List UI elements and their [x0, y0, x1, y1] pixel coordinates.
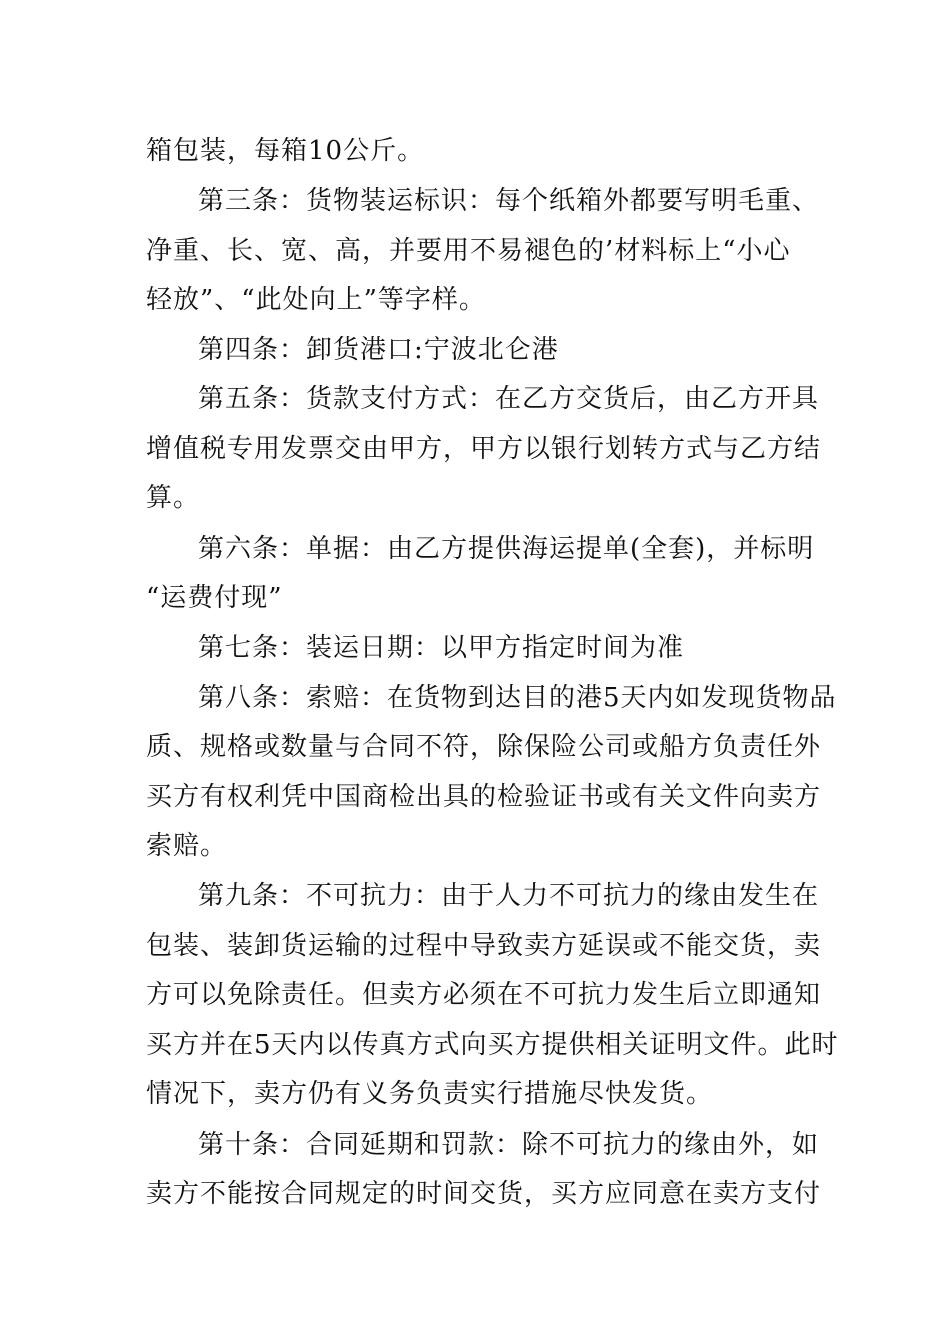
text-line: 增值税专用发票交由甲方，甲方以银行划转方式与乙方结: [146, 434, 822, 464]
text-line: 质、规格或数量与合同不符，除保险公司或船方负责任外: [146, 732, 822, 762]
text-line: 买方并在5天内以传真方式向买方提供相关证明文件。此时: [146, 1030, 839, 1060]
text-line: 卖方不能按合同规定的时间交货，买方应同意在卖方支付: [146, 1179, 822, 1209]
clause-9-heading-line: 第九条：不可抗力：由于人力不可抗力的缘由发生在: [198, 881, 820, 911]
text-line: 箱包装，每箱10公斤。: [146, 136, 425, 166]
text-line: 方可以免除责任。但卖方必须在不可抗力发生后立即通知: [146, 980, 822, 1010]
text-line: 轻放”、“此处向上”等字样。: [146, 285, 486, 315]
text-line: 净重、长、宽、高，并要用不易褪色的’材料标上“小心: [146, 236, 791, 266]
text-line: “运费付现”: [146, 583, 283, 613]
clause-10-heading-line: 第十条：合同延期和罚款：除不可抗力的缘由外，如: [198, 1130, 820, 1160]
clause-7-heading-line: 第七条：装运日期：以甲方指定时间为准: [198, 633, 685, 663]
clause-3-heading-line: 第三条：货物装运标识：每个纸箱外都要写明毛重、: [198, 186, 820, 216]
text-line: 包装、装卸货运输的过程中导致卖方延误或不能交货，卖: [146, 931, 822, 961]
clause-5-heading-line: 第五条：货款支付方式：在乙方交货后，由乙方开具: [198, 384, 820, 414]
text-line: 买方有权利凭中国商检出具的检验证书或有关文件向卖方: [146, 782, 822, 812]
text-line: 算。: [146, 483, 201, 513]
clause-4-heading-line: 第四条：卸货港口:宁波北仑港: [198, 335, 559, 365]
clause-6-heading-line: 第六条：单据：由乙方提供海运提单(全套)，并标明: [198, 534, 815, 564]
text-line: 索赔。: [146, 831, 228, 861]
clause-8-heading-line: 第八条：索赔：在货物到达目的港5天内如发现货物品: [198, 683, 837, 713]
text-line: 情况下，卖方仍有义务负责实行措施尽快发货。: [146, 1079, 714, 1109]
